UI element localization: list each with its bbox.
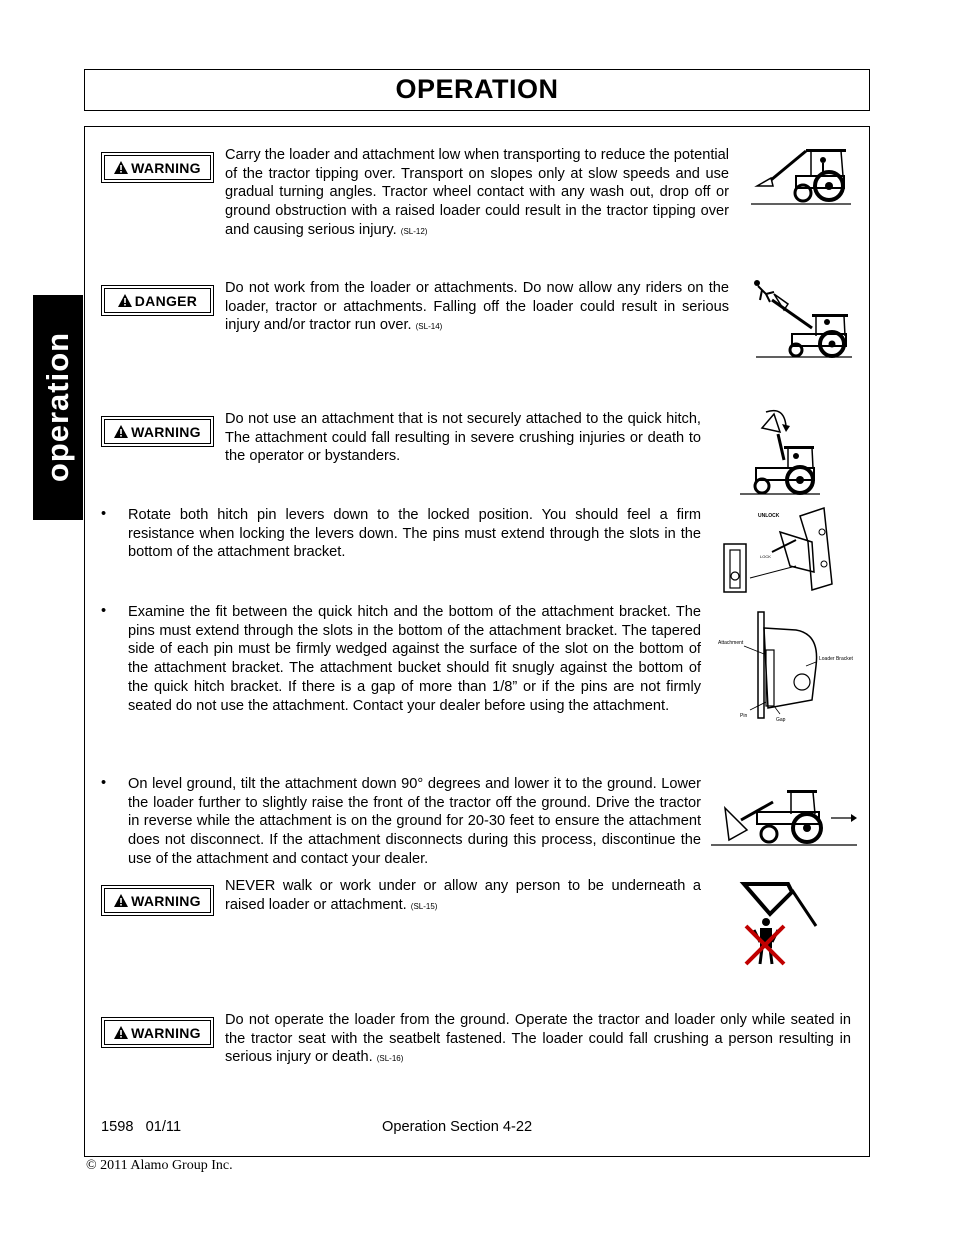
bullet-marker: •	[101, 603, 107, 619]
bullet-marker: •	[101, 506, 107, 522]
loader-bracket-label: Loader Bracket	[819, 656, 853, 662]
safety-code: (SL-16)	[376, 1054, 404, 1064]
falling-rider-illustration	[752, 278, 854, 360]
alert-triangle-icon	[114, 894, 128, 907]
attachment-label: Attachment	[718, 640, 744, 646]
sign-label: WARNING	[131, 1024, 201, 1041]
warning-sign	[101, 1017, 214, 1048]
gap-label: Gap	[776, 717, 786, 723]
unlock-label: UNLOCK	[758, 513, 780, 519]
safety-message: Do not operate the loader from the ground. Operate the tractor and loader only while seated in the tractor seat with the seatbelt fastened. The loader could fall crushing a person resulting in serious injury or death. (SL-16)	[225, 1012, 851, 1066]
pin-label: Pin	[740, 713, 748, 719]
safety-message: Do not use an attachment that is not securely attached to the quick hitch, The attachment could fall resulting in severe crushing injuries or death to the operator or bystanders.	[225, 411, 701, 465]
warning-sign	[101, 416, 214, 447]
lock-label: LOCK	[760, 554, 771, 559]
safety-message: Do not work from the loader or attachments. Do now allow any riders on the loader, tractor or attachments. Falling off the loader could result in serious injury and/or tractor run over. (SL-14)	[225, 280, 729, 334]
no-standing-under-loader-illustration	[740, 880, 818, 968]
warning-sign	[101, 152, 214, 183]
falling-attachment-illustration	[740, 410, 822, 496]
hitch-lever-illustration	[720, 502, 840, 596]
sign-label: WARNING	[131, 423, 201, 440]
reverse-test-illustration	[711, 784, 857, 848]
alert-triangle-icon	[114, 425, 128, 438]
safety-code: (SL-15)	[410, 901, 438, 911]
safety-code: (SL-14)	[415, 322, 443, 332]
alert-triangle-icon	[118, 294, 132, 307]
safety-message: NEVER walk or work under or allow any person to be underneath a raised loader or attachment. (SL-15)	[225, 878, 701, 913]
page-header	[84, 69, 870, 111]
instruction-bullet: Rotate both hitch pin levers down to the locked position. You should feel a firm resistance when locking the levers down. The pins must extend through the slots in the bottom of the attachment bracket.	[128, 507, 701, 561]
alert-triangle-icon	[114, 161, 128, 174]
instruction-bullet: Examine the fit between the quick hitch and the bottom of the attachment bracket. The pins must extend through the slots in the bottom of the attachment bracket. The tapered side of each pin must be firmly wedged against the surface of the slot on the bottom of the attachment bracket. The attachment bucket should fit snugly against the bottom of the quick hitch bracket. If there is a gap of more than 1/8” or if the pins are not firmly seated do not use the attachment. Contact your dealer before using the attachment.	[128, 604, 701, 714]
alert-triangle-icon	[114, 1026, 128, 1039]
section-side-tab	[33, 295, 83, 520]
danger-sign	[101, 285, 214, 316]
sign-label: WARNING	[131, 159, 201, 176]
sign-label: WARNING	[131, 892, 201, 909]
page-title: OPERATION	[395, 74, 559, 104]
instruction-bullet: On level ground, tilt the attachment down 90° degrees and lower it to the ground. Lower the loader further to slightly raise the front of the tractor off the ground. Drive the tractor in reverse while the attachment is on the ground for 20-30 feet to ensure the attachment does not disconnect. If the attachment disconnects during this process, discontinue the use of the attachment and contact your dealer.	[128, 776, 701, 867]
tractor-transport-illustration	[751, 146, 853, 206]
warning-sign	[101, 885, 214, 916]
sign-label: DANGER	[134, 292, 198, 309]
safety-code: (SL-12)	[400, 226, 428, 236]
page-section-number: Operation Section 4-22	[382, 1119, 533, 1135]
bullet-marker: •	[101, 775, 107, 791]
safety-message: Carry the loader and attachment low when transporting to reduce the potential of the tractor tipping over. Transport on slopes only at slow speeds and use gradual turning angles. Tractor wheel contact with any wash out, drop off or ground obstruction with a raised loader could result in the tractor tipping over and causing serious injury. (SL-12)	[225, 147, 729, 238]
copyright: © 2011 Alamo Group Inc.	[86, 1158, 233, 1173]
model-and-date: 1598 01/11	[101, 1119, 182, 1135]
side-tab-label: operation	[40, 331, 75, 483]
pin-gap-illustration	[716, 610, 853, 726]
